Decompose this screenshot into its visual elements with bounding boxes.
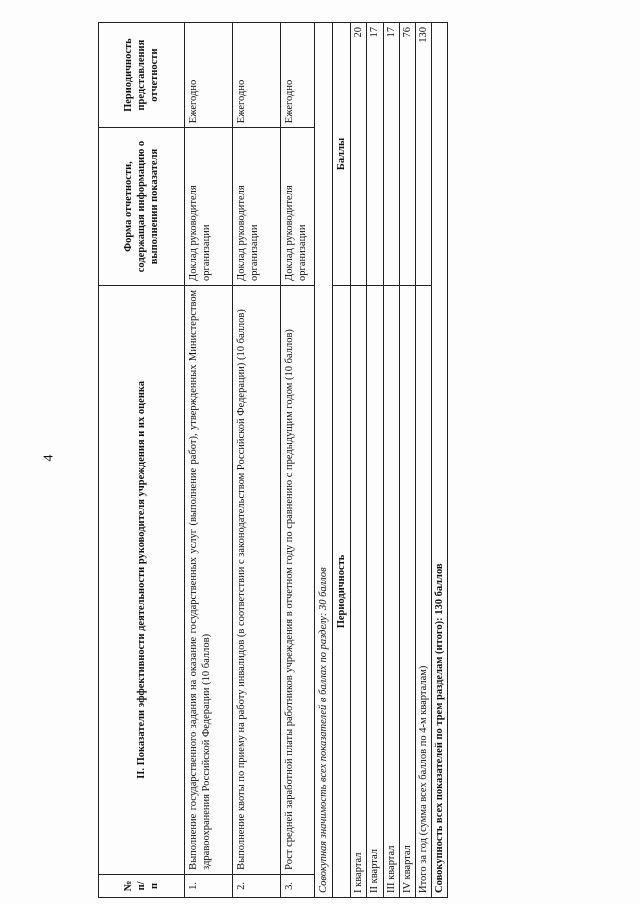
points-header-points: Баллы <box>333 23 351 286</box>
points-value: 17 <box>383 23 399 286</box>
header-indicator: II. Показатели эффективности деятельности руководителя учреждения и их оценка <box>99 285 185 874</box>
row-no: 2. <box>233 874 281 897</box>
points-row <box>351 23 367 898</box>
points-row <box>383 23 399 898</box>
table-row <box>233 23 281 898</box>
grand-total-row <box>431 23 447 898</box>
grand-total: Совокупность всех показателей по трем разделам (итого): 130 баллов <box>431 23 447 898</box>
points-value: 76 <box>399 23 415 286</box>
points-value: 17 <box>367 23 383 286</box>
header-no: № п/п <box>99 874 185 897</box>
points-label: IV квартал <box>399 285 415 897</box>
row-indicator: Выполнение квоты по приему на работу инвалидов (в соответствии с законодательством Российской Федерации) (10 баллов) <box>233 285 281 874</box>
points-value: 20 <box>351 23 367 286</box>
rotated-table-host <box>98 22 445 898</box>
points-label: II квартал <box>367 285 383 897</box>
points-row <box>367 23 383 898</box>
row-report-form: Доклад руководителя организации <box>281 128 315 286</box>
page-number: 4 <box>41 454 57 462</box>
row-no: 3. <box>281 874 315 897</box>
table-header-row <box>99 23 185 898</box>
header-periodicity: Периодичность представления отчетности <box>99 23 185 128</box>
points-row <box>415 23 431 898</box>
table-row <box>185 23 233 898</box>
document-table-wrapper <box>98 22 445 898</box>
points-label: III квартал <box>383 285 399 897</box>
row-no: 1. <box>185 874 233 897</box>
row-periodicity: Ежегодно <box>281 23 315 128</box>
header-report-form: Форма отчетности, содержащая информацию о выполнении показателя <box>99 128 185 286</box>
points-label: Итого за год (сумма всех баллов по 4-м кварталам) <box>415 285 431 897</box>
row-report-form: Доклад руководителя организации <box>185 128 233 286</box>
row-indicator: Рост средней заработной платы работников учреждения в отчетном году по сравнению с предыдущим годом (10 баллов) <box>281 285 315 874</box>
row-periodicity: Ежегодно <box>233 23 281 128</box>
row-periodicity: Ежегодно <box>185 23 233 128</box>
table-row <box>281 23 315 898</box>
points-value: 130 <box>415 23 431 286</box>
points-row <box>399 23 415 898</box>
row-report-form: Доклад руководителя организации <box>233 128 281 286</box>
section-total-row <box>315 23 333 898</box>
points-label: I квартал <box>351 285 367 897</box>
section-total: Совокупная значимость всех показателей в баллах по разделу: 30 баллов <box>315 23 333 898</box>
points-header-period: Периодичность <box>333 285 351 897</box>
indicators-table <box>98 22 448 898</box>
row-indicator: Выполнение государственного задания на оказание государственных услуг (выполнение работ), утвержденных Министерством здравоохранения Российской Федерации (10 баллов) <box>185 285 233 874</box>
points-header-row <box>333 23 351 898</box>
